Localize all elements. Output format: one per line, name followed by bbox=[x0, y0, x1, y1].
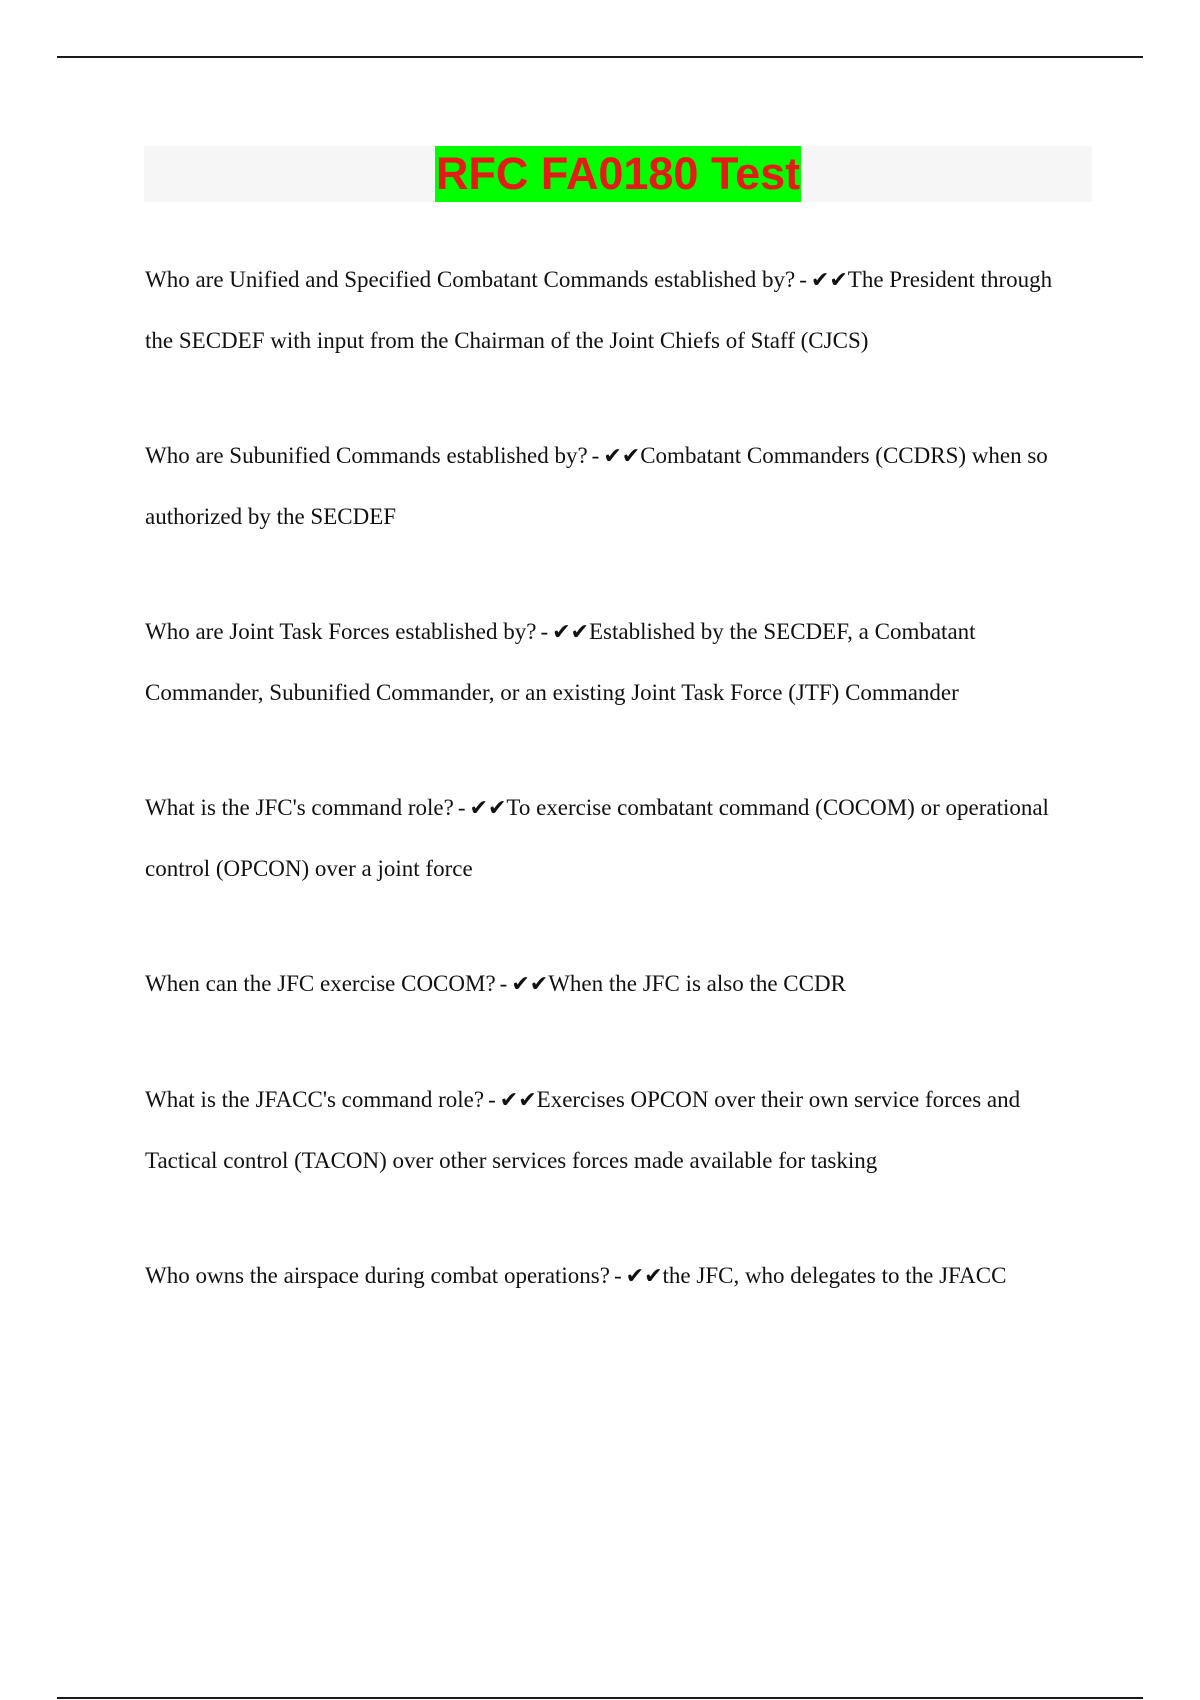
top-rule bbox=[57, 56, 1143, 58]
check-marks-icon: ✔✔ bbox=[499, 1088, 537, 1113]
question-text: Who are Unified and Specified Combatant Commands established by? bbox=[145, 267, 796, 292]
qa-separator: - bbox=[499, 971, 508, 996]
qa-item bbox=[145, 250, 1085, 371]
title-band bbox=[144, 146, 1092, 202]
answer-text: The President through the SECDEF with input from the Chairman of the Joint Chiefs of Staff (CJCS) bbox=[145, 267, 1053, 353]
answer-text: Combatant Commanders (CCDRS) when so authorized by the SECDEF bbox=[145, 443, 1048, 529]
qa-item bbox=[145, 778, 1085, 899]
question-text: Who owns the airspace during combat operations? bbox=[145, 1263, 610, 1288]
question-text: When can the JFC exercise COCOM? bbox=[145, 971, 496, 996]
answer-text: To exercise combatant command (COCOM) or operational control (OPCON) over a joint force bbox=[145, 795, 1049, 881]
question-text: What is the JFC's command role? bbox=[145, 795, 454, 820]
qa-list bbox=[145, 250, 1085, 1307]
question-text: Who are Joint Task Forces established by? bbox=[145, 619, 537, 644]
qa-separator: - bbox=[457, 795, 466, 820]
check-marks-icon: ✔✔ bbox=[552, 620, 589, 645]
check-marks-icon: ✔✔ bbox=[603, 444, 641, 469]
qa-item bbox=[145, 426, 1085, 547]
qa-item bbox=[145, 602, 1085, 723]
qa-item bbox=[145, 1246, 1085, 1307]
qa-separator: - bbox=[613, 1263, 622, 1288]
question-text: Who are Subunified Commands established by? bbox=[145, 443, 588, 468]
answer-text: Exercises OPCON over their own service forces and Tactical control (TACON) over other services forces made available for tasking bbox=[145, 1087, 1021, 1173]
answer-text: Established by the SECDEF, a Combatant Commander, Subunified Commander, or an existing Joint Task Force (JTF) Commander bbox=[145, 619, 976, 705]
qa-separator: - bbox=[488, 1087, 496, 1112]
document-title: RFC FA0180 Test bbox=[435, 146, 801, 202]
question-text: What is the JFACC's command role? bbox=[145, 1087, 485, 1112]
qa-separator: - bbox=[799, 267, 807, 292]
answer-text: When the JFC is also the CCDR bbox=[548, 971, 846, 996]
answer-text: the JFC, who delegates to the JFACC bbox=[662, 1263, 1007, 1288]
check-marks-icon: ✔✔ bbox=[810, 268, 848, 293]
bottom-rule bbox=[57, 1697, 1143, 1699]
check-marks-icon: ✔✔ bbox=[469, 796, 507, 821]
check-marks-icon: ✔✔ bbox=[625, 1264, 663, 1289]
qa-item bbox=[145, 1070, 1085, 1191]
qa-separator: - bbox=[591, 443, 600, 468]
qa-item bbox=[145, 954, 1085, 1015]
qa-separator: - bbox=[540, 619, 549, 644]
check-marks-icon: ✔✔ bbox=[511, 972, 549, 997]
